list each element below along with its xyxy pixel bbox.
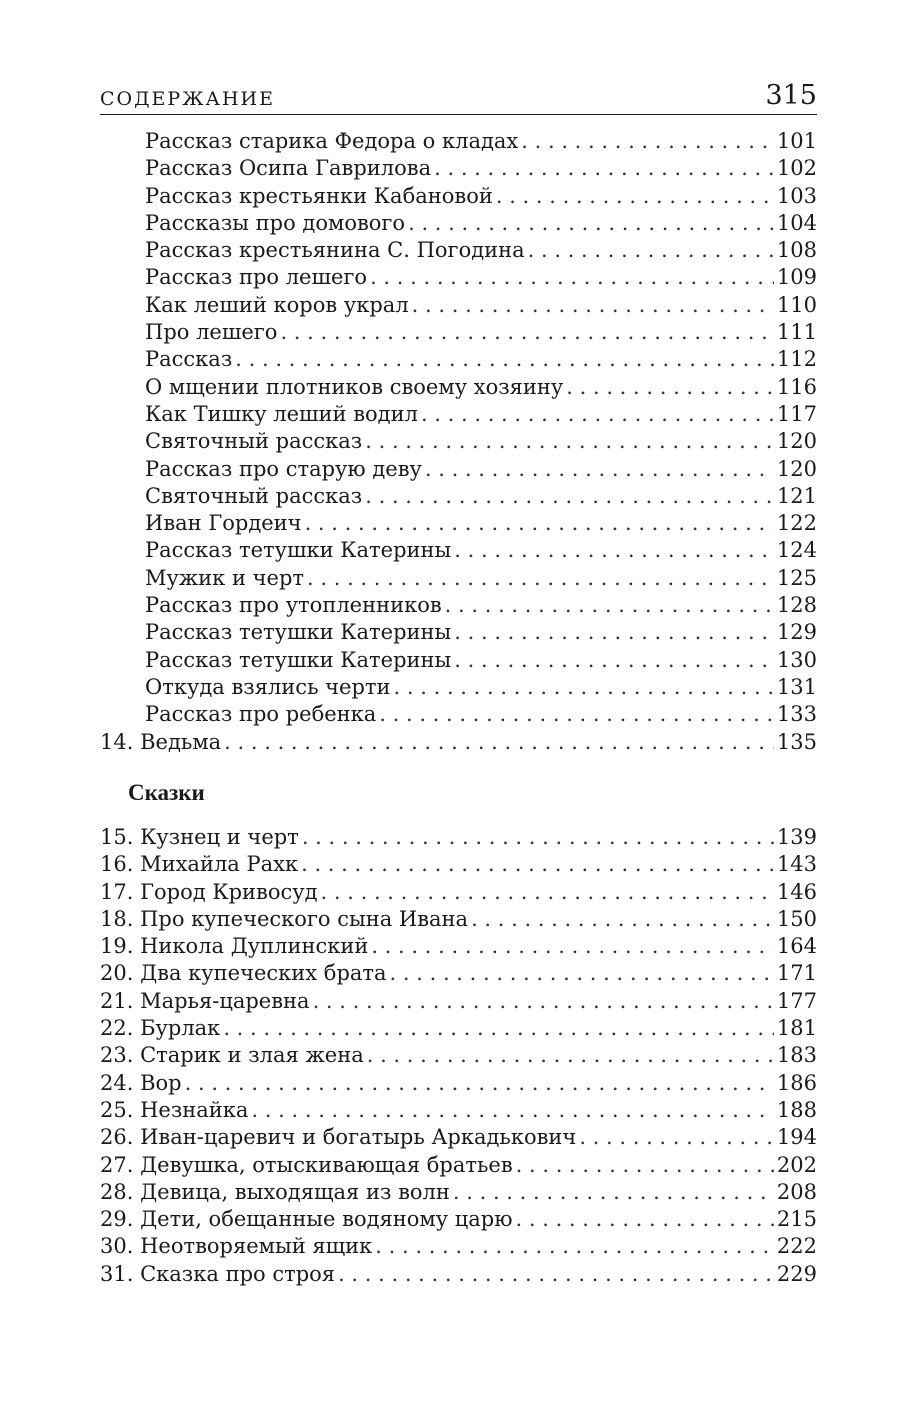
toc-entry (100, 155, 817, 182)
toc-entry-number: 30. (100, 1234, 134, 1259)
toc-entry-text: Ведьма (140, 729, 222, 754)
toc-entry-title (100, 701, 376, 728)
dot-leader (224, 729, 774, 756)
toc-entry-title (100, 428, 362, 455)
toc-entry-title (100, 264, 367, 291)
toc-entry-page: 208 (776, 1179, 817, 1204)
toc-entry-page: 120 (776, 456, 817, 481)
toc-entry-number: 16. (100, 852, 134, 877)
toc-entry-page: 102 (776, 156, 817, 181)
toc-entry-text: Михайла Рахк (140, 852, 299, 877)
toc-entry (100, 988, 817, 1015)
toc-entry (100, 824, 817, 851)
toc-entry-title (100, 1152, 513, 1179)
toc-entry-page: 131 (776, 674, 817, 699)
toc-entry-page: 120 (776, 429, 817, 454)
toc-entry-title (100, 619, 451, 646)
toc-entry-number: 23. (100, 1043, 134, 1068)
toc-entry-title (100, 851, 298, 878)
dot-leader (408, 210, 774, 237)
dot-leader (367, 1042, 774, 1069)
toc-entry-text: Рассказ тетушки Катерины (145, 620, 452, 645)
toc-entry-text: Рассказ крестьянки Кабановой (145, 183, 493, 208)
toc-entry-title (100, 647, 451, 674)
toc-entry-page: 112 (776, 347, 817, 372)
toc-entry-text: Откуда взялись черти (145, 674, 391, 699)
toc-entry (100, 264, 817, 291)
dot-leader (394, 674, 774, 701)
toc-entry-text: Святочный рассказ (145, 429, 363, 454)
toc-entry-number: 14. (100, 729, 134, 754)
toc-entry-title (100, 988, 310, 1015)
toc-entry-number: 21. (100, 988, 134, 1013)
toc-entry-title (100, 906, 468, 933)
dot-leader (321, 879, 774, 906)
toc-entry-text: Город Кривосуд (140, 879, 318, 904)
toc-entry (100, 210, 817, 237)
dot-leader (521, 128, 774, 155)
dot-leader (313, 988, 774, 1015)
toc-entry (100, 1152, 817, 1179)
dot-leader (280, 319, 773, 346)
toc-entry (100, 537, 817, 564)
toc-entry-page: 117 (776, 401, 817, 426)
dot-leader (425, 456, 774, 483)
toc-entry-page: 229 (776, 1261, 817, 1286)
toc-entry-text: Сказка про строя (140, 1261, 336, 1286)
toc-entry-title (100, 537, 451, 564)
dot-leader (528, 237, 774, 264)
dot-leader (471, 906, 774, 933)
dot-leader (434, 155, 774, 182)
toc-entry-text: Девица, выходящая из волн (140, 1179, 450, 1204)
toc-entry-page: 116 (776, 374, 817, 399)
toc-entry-number: 22. (100, 1016, 134, 1041)
toc-entry-page: 121 (776, 483, 817, 508)
dot-leader (516, 1152, 774, 1179)
dot-leader (223, 1015, 774, 1042)
toc-entry (100, 401, 817, 428)
toc-entry-page: 130 (776, 647, 817, 672)
dot-leader (579, 1124, 774, 1151)
toc-entry (100, 346, 817, 373)
dot-leader (454, 537, 774, 564)
dot-leader (371, 933, 774, 960)
toc-entry-page: 110 (776, 292, 817, 317)
toc-entry-page: 150 (776, 906, 817, 931)
dot-leader (412, 292, 774, 319)
toc-entry-title (100, 960, 387, 987)
toc-entry-text: Рассказ про ребенка (145, 702, 377, 727)
toc-entry-text: Как Тишку леший водил (145, 401, 418, 426)
toc-entry-page: 103 (776, 183, 817, 208)
toc-entry-number: 18. (100, 906, 134, 931)
dot-leader (375, 1233, 774, 1260)
toc-entry-number: 25. (100, 1097, 134, 1122)
toc-entry-page: 122 (776, 511, 817, 536)
toc-list-tales (100, 824, 817, 1288)
toc-entry-title (100, 183, 493, 210)
toc-entry-page: 135 (776, 729, 817, 754)
toc-entry (100, 960, 817, 987)
toc-entry-number: 27. (100, 1152, 134, 1177)
toc-entry-number: 17. (100, 879, 134, 904)
toc-entry (100, 292, 817, 319)
toc-entry-title (100, 1097, 248, 1124)
toc-entry (100, 701, 817, 728)
toc-entry-title (100, 510, 302, 537)
toc-entry (100, 1233, 817, 1260)
toc-entry (100, 510, 817, 537)
dot-leader (370, 264, 774, 291)
toc-entry-title (100, 210, 405, 237)
toc-entry-title (100, 319, 277, 346)
toc-entry-page: 215 (776, 1207, 817, 1232)
toc-entry-text: Рассказ тетушки Катерины (145, 647, 452, 672)
toc-entry (100, 619, 817, 646)
toc-entry-text: Рассказ Осипа Гаврилова (145, 156, 432, 181)
toc-entry-title (100, 237, 525, 264)
toc-entry (100, 128, 817, 155)
toc-entry (100, 1015, 817, 1042)
toc-entry-title (100, 346, 232, 373)
toc-entry-text: Старик и злая жена (140, 1043, 364, 1068)
toc-entry-page: 183 (776, 1043, 817, 1068)
dot-leader (496, 183, 774, 210)
toc-entry-page: 111 (776, 320, 817, 345)
toc-entry-text: Иван-царевич и богатырь Аркадькович (140, 1125, 577, 1150)
dot-leader (453, 1179, 774, 1206)
toc-entry (100, 1124, 817, 1151)
toc-entry-text: Два купеческих брата (140, 961, 387, 986)
toc-entry-title (100, 401, 418, 428)
dot-leader (566, 374, 774, 401)
toc-entry-page: 128 (776, 593, 817, 618)
toc-entry-title (100, 1261, 335, 1288)
toc-entry-page: 194 (776, 1125, 817, 1150)
dot-leader (338, 1261, 774, 1288)
toc-entry-text: Рассказы про домового (145, 210, 406, 235)
toc-entry-text: Марья-царевна (140, 988, 310, 1013)
toc-entry-page: 101 (776, 129, 817, 153)
toc-entry (100, 592, 817, 619)
toc-entry-number: 31. (100, 1261, 134, 1286)
toc-entry-page: 222 (776, 1234, 817, 1259)
toc-entry-text: Святочный рассказ (145, 483, 363, 508)
toc-entry-title (100, 292, 409, 319)
toc-entry-number: 15. (100, 825, 134, 849)
toc-entry-title (100, 824, 299, 851)
toc-entry-text: Дети, обещанные водяному царю (140, 1207, 513, 1232)
toc-entry-text: Бурлак (140, 1016, 221, 1041)
toc-entry-page: 139 (776, 825, 817, 849)
toc-entry (100, 933, 817, 960)
dot-leader (235, 346, 774, 373)
toc-entry-page: 104 (776, 210, 817, 235)
toc-entry (100, 565, 817, 592)
toc-entry (100, 374, 817, 401)
toc-entry-title (100, 565, 304, 592)
toc-entry-text: О мщении плотников своему хозяину (145, 374, 564, 399)
toc-entry-title (100, 1233, 372, 1260)
dot-leader (365, 428, 774, 455)
toc-entry-page: 143 (776, 852, 817, 877)
dot-leader (365, 483, 774, 510)
toc-entry-number: 24. (100, 1070, 134, 1095)
dot-leader (251, 1097, 773, 1124)
toc-entry-text: Девушка, отыскивающая братьев (140, 1152, 513, 1177)
page-number: 315 (765, 80, 817, 111)
toc-entry-number: 29. (100, 1207, 134, 1232)
toc-entry-page: 133 (776, 702, 817, 727)
dot-leader (421, 401, 774, 428)
toc-entry (100, 456, 817, 483)
toc-entry-title (100, 1206, 513, 1233)
toc-entry-title (100, 729, 221, 756)
toc-entry-title (100, 1015, 220, 1042)
dot-leader (379, 701, 774, 728)
toc-entry-page: 202 (776, 1152, 817, 1177)
toc-entry-title (100, 1179, 450, 1206)
toc-entry (100, 906, 817, 933)
toc-entry-title (100, 483, 362, 510)
toc-entry-text: Рассказ про старую деву (145, 456, 422, 481)
toc-entry-title (100, 879, 318, 906)
toc-entry-text: Про лешего (145, 320, 278, 345)
toc-entry (100, 1261, 817, 1288)
toc-entry (100, 428, 817, 455)
toc-entry-page: 125 (776, 565, 817, 590)
toc-entry-title (100, 933, 368, 960)
dot-leader (454, 619, 774, 646)
toc-entry-title (100, 128, 518, 155)
toc-entry (100, 729, 817, 756)
dot-leader (516, 1206, 774, 1233)
toc-entry-text: Про купеческого сына Ивана (140, 906, 469, 931)
toc-entry-title (100, 155, 431, 182)
toc-entry-title (100, 1124, 576, 1151)
toc-list-continued (100, 128, 817, 756)
toc-entry-text: Незнайка (140, 1097, 249, 1122)
toc-entry-page: 146 (776, 879, 817, 904)
toc-entry-page: 108 (776, 238, 817, 263)
dot-leader (307, 565, 774, 592)
toc-entry-text: Как леший коров украл (145, 292, 409, 317)
toc-entry-title (100, 456, 422, 483)
toc-entry-text: Рассказ крестьянина С. Погодина (145, 238, 525, 263)
toc-entry-text: Рассказ про утопленников (145, 593, 442, 618)
dot-leader (301, 851, 774, 878)
toc-entry (100, 483, 817, 510)
dot-leader (302, 824, 774, 851)
toc-entry-page: 186 (776, 1070, 817, 1095)
toc-entry (100, 1097, 817, 1124)
toc-entry (100, 1206, 817, 1233)
toc-entry-title (100, 1070, 182, 1097)
running-title: СОДЕРЖАНИЕ (100, 88, 275, 110)
toc-entry-text: Кузнец и черт (140, 825, 299, 849)
dot-leader (185, 1070, 774, 1097)
toc-entry-page: 164 (776, 934, 817, 959)
toc-entry-text: Мужик и черт (145, 565, 305, 590)
toc-entry (100, 879, 817, 906)
toc-entry-title (100, 592, 442, 619)
toc-entry-text: Рассказ тетушки Катерины (145, 538, 452, 563)
toc-entry (100, 674, 817, 701)
dot-leader (390, 960, 774, 987)
toc-entry-text: Рассказ про лешего (145, 265, 368, 290)
toc-entry-number: 20. (100, 961, 134, 986)
toc-entry-title (100, 374, 563, 401)
dot-leader (445, 592, 774, 619)
toc-entry-page: 171 (776, 961, 817, 986)
toc-entry-text: Вор (140, 1070, 182, 1095)
toc-entry-text: Рассказ старика Федора о кладах (145, 129, 519, 153)
toc-entry (100, 183, 817, 210)
toc-entry-page: 129 (776, 620, 817, 645)
toc-entry-text: Никола Дуплинский (140, 934, 369, 959)
toc-entry-number: 26. (100, 1125, 134, 1150)
toc-entry-text: Иван Гордеич (145, 511, 302, 536)
toc-entry (100, 647, 817, 674)
toc-entry-page: 124 (776, 538, 817, 563)
toc-entry (100, 237, 817, 264)
toc-entry-page: 109 (776, 265, 817, 290)
toc-entry-page: 177 (776, 988, 817, 1013)
toc-entry-title (100, 674, 391, 701)
toc-entry-page: 181 (776, 1016, 817, 1041)
toc-entry (100, 1042, 817, 1069)
dot-leader (454, 647, 774, 674)
dot-leader (305, 510, 774, 537)
toc-entry-number: 19. (100, 934, 134, 959)
page-header (100, 80, 817, 115)
toc-entry-text: Рассказ (145, 347, 233, 372)
toc-entry-number: 28. (100, 1179, 134, 1204)
toc-entry-text: Неотворяемый ящик (140, 1234, 373, 1259)
toc-entry (100, 319, 817, 346)
section-heading: Сказки (128, 780, 205, 805)
toc-entry-page: 188 (776, 1097, 817, 1122)
toc-entry (100, 851, 817, 878)
toc-entry (100, 1070, 817, 1097)
toc-entry-title (100, 1042, 364, 1069)
toc-entry (100, 1179, 817, 1206)
